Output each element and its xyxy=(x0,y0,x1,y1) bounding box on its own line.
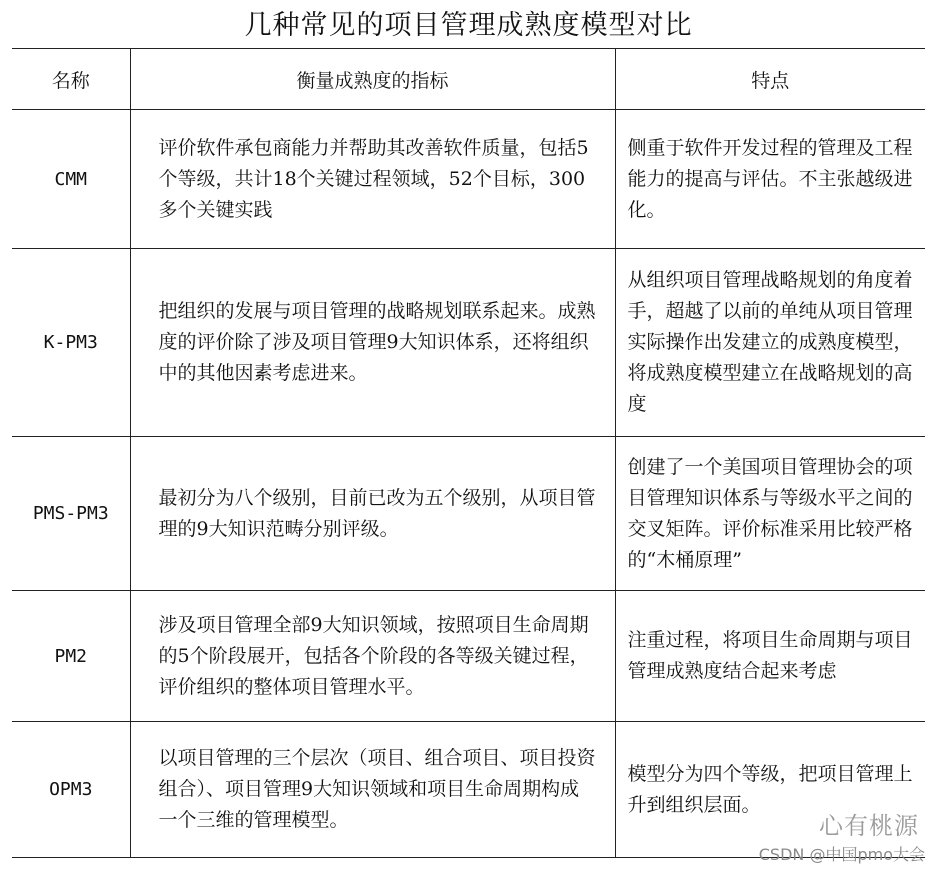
comparison-table xyxy=(12,48,925,858)
watermark-logo: 心有桃源 xyxy=(819,812,919,840)
watermark-credit: CSDN @中国pmo大会 xyxy=(758,845,925,864)
model-name: PM2 xyxy=(12,591,130,722)
table-row xyxy=(12,110,925,249)
model-metric: 评价软件承包商能力并帮助其改善软件质量，包括5个等级，共计18个关键过程领域，52个目标，300多个关键实践 xyxy=(130,110,615,249)
model-feature: 模型分为四个等级，把项目管理上升到组织层面。 xyxy=(615,722,925,858)
table-row xyxy=(12,591,925,722)
comparison-table-container xyxy=(12,48,925,858)
table-header-row xyxy=(12,49,925,110)
model-metric: 涉及项目管理全部9大知识领域，按照项目生命周期的5个阶段展开，包括各个阶段的各等级关键过程，评价组织的整体项目管理水平。 xyxy=(130,591,615,722)
model-feature: 侧重于软件开发过程的管理及工程能力的提高与评估。不主张越级进化。 xyxy=(615,110,925,249)
header-name: 名称 xyxy=(12,49,130,110)
page-title: 几种常见的项目管理成熟度模型对比 xyxy=(244,10,693,41)
table-row xyxy=(12,722,925,858)
model-feature: 创建了一个美国项目管理协会的项目管理知识体系与等级水平之间的交叉矩阵。评价标准采用比较严格的“木桶原理” xyxy=(615,437,925,591)
model-metric: 最初分为八个级别，目前已改为五个级别，从项目管理的9大知识范畴分别评级。 xyxy=(130,437,615,591)
model-name: PMS-PM3 xyxy=(12,437,130,591)
table-row xyxy=(12,437,925,591)
header-metric: 衡量成熟度的指标 xyxy=(130,49,615,110)
model-feature: 从组织项目管理战略规划的角度着手，超越了以前的单纯从项目管理实际操作出发建立的成熟度模型，将成熟度模型建立在战略规划的高度 xyxy=(615,249,925,437)
model-name: OPM3 xyxy=(12,722,130,858)
table-row xyxy=(12,249,925,437)
model-name: K-PM3 xyxy=(12,249,130,437)
header-feature: 特点 xyxy=(615,49,925,110)
model-metric: 以项目管理的三个层次（项目、组合项目、项目投资组合）、项目管理9大知识领域和项目生命周期构成一个三维的管理模型。 xyxy=(130,722,615,858)
model-name: CMM xyxy=(12,110,130,249)
model-metric: 把组织的发展与项目管理的战略规划联系起来。成熟度的评价除了涉及项目管理9大知识体系，还将组织中的其他因素考虑进来。 xyxy=(130,249,615,437)
model-feature: 注重过程，将项目生命周期与项目管理成熟度结合起来考虑 xyxy=(615,591,925,722)
